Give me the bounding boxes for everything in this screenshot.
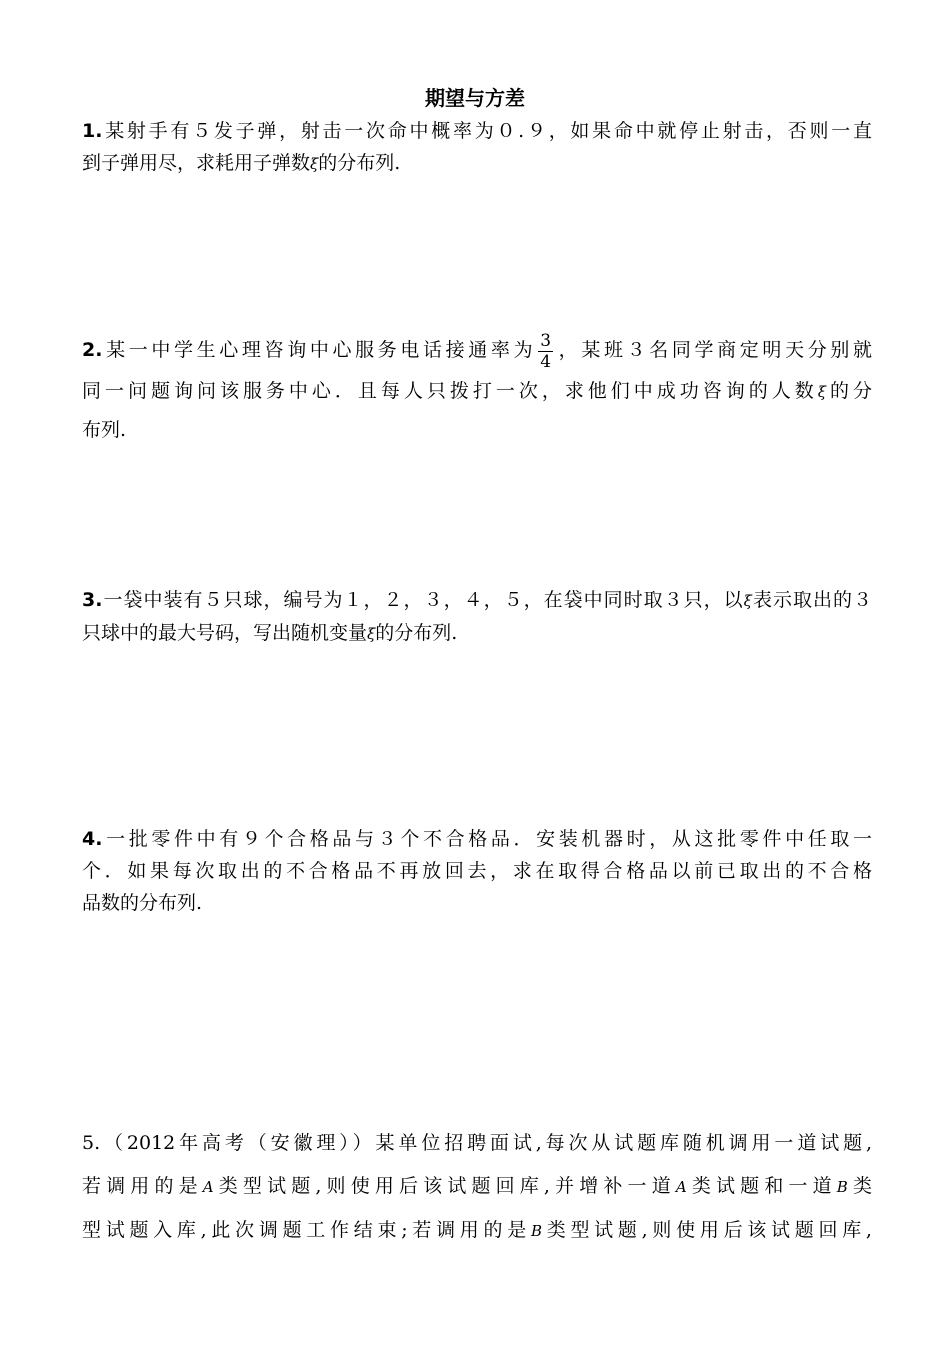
- problem-4-line-1: 4.一批零件中有９个合格品与３个不合格品．安装机器时，从这批零件中任取一: [82, 828, 872, 850]
- problem-3-line-1: 3.一袋中装有５只球，编号为１，２，３，４，５，在袋中同时取３只，以ξ表示取出的３: [82, 589, 872, 611]
- variable-b: B: [836, 1178, 848, 1196]
- page-title: 期望与方差: [425, 86, 525, 110]
- variable-b: B: [530, 1222, 542, 1240]
- problem-1-line-2: 到子弹用尽，求耗用子弹数ξ的分布列.: [82, 152, 401, 174]
- fraction-denominator: 4: [540, 351, 552, 372]
- problem-4-line-3: 品数的分布列.: [82, 892, 203, 914]
- problem-number: 5.: [82, 1132, 101, 1154]
- problem-5-line-2: 若调用的是A类型试题,则使用后该试题回库,并增补一道A类试题和一道B类: [82, 1175, 872, 1197]
- problem-1: [82, 115, 872, 180]
- fraction-numerator: 3: [540, 330, 552, 351]
- problem-5-line-3: 型试题入库,此次调题工作结束;若调用的是B类型试题,则使用后该试题回库,: [82, 1219, 872, 1241]
- problem-number: 3.: [82, 589, 103, 611]
- problem-number: 2.: [82, 339, 103, 361]
- problem-2-line-2: 同一问题询问该服务中心．且每人只拨打一次，求他们中成功咨询的人数ξ的分: [82, 380, 872, 402]
- problem-5: [82, 1122, 872, 1253]
- problem-5-line-1: 5.（2012年高考（安徽理））某单位招聘面试,每次从试题库随机调用一道试题,: [82, 1132, 872, 1154]
- variable-a: A: [202, 1178, 214, 1196]
- problem-3: [82, 584, 872, 650]
- problem-2-line-3: 布列.: [82, 419, 127, 441]
- xi-symbol: ξ: [367, 625, 376, 643]
- variable-a: A: [675, 1178, 687, 1196]
- xi-symbol: ξ: [817, 383, 826, 401]
- xi-symbol: ξ: [310, 155, 319, 173]
- problem-4: [82, 823, 872, 919]
- problem-2-line-1: 2.某一中学生心理咨询中心服务电话接通率为 $\frac{3}{4}$ ，某班３名同学商定明天分别就: [82, 330, 872, 372]
- problem-number: 4.: [82, 828, 103, 850]
- xi-symbol: ξ: [743, 592, 752, 610]
- fraction: [538, 331, 553, 372]
- problem-4-line-2: 个．如果每次取出的不合格品不再放回去，求在取得合格品以前已取出的不合格: [82, 860, 872, 882]
- problem-2: [82, 328, 872, 449]
- problem-number: 1.: [82, 120, 103, 142]
- problem-3-line-2: 只球中的最大号码，写出随机变量ξ的分布列.: [82, 622, 458, 644]
- problem-1-line-1: 1.某射手有５发子弹，射击一次命中概率为０.９，如果命中就停止射击，否则一直: [82, 120, 872, 142]
